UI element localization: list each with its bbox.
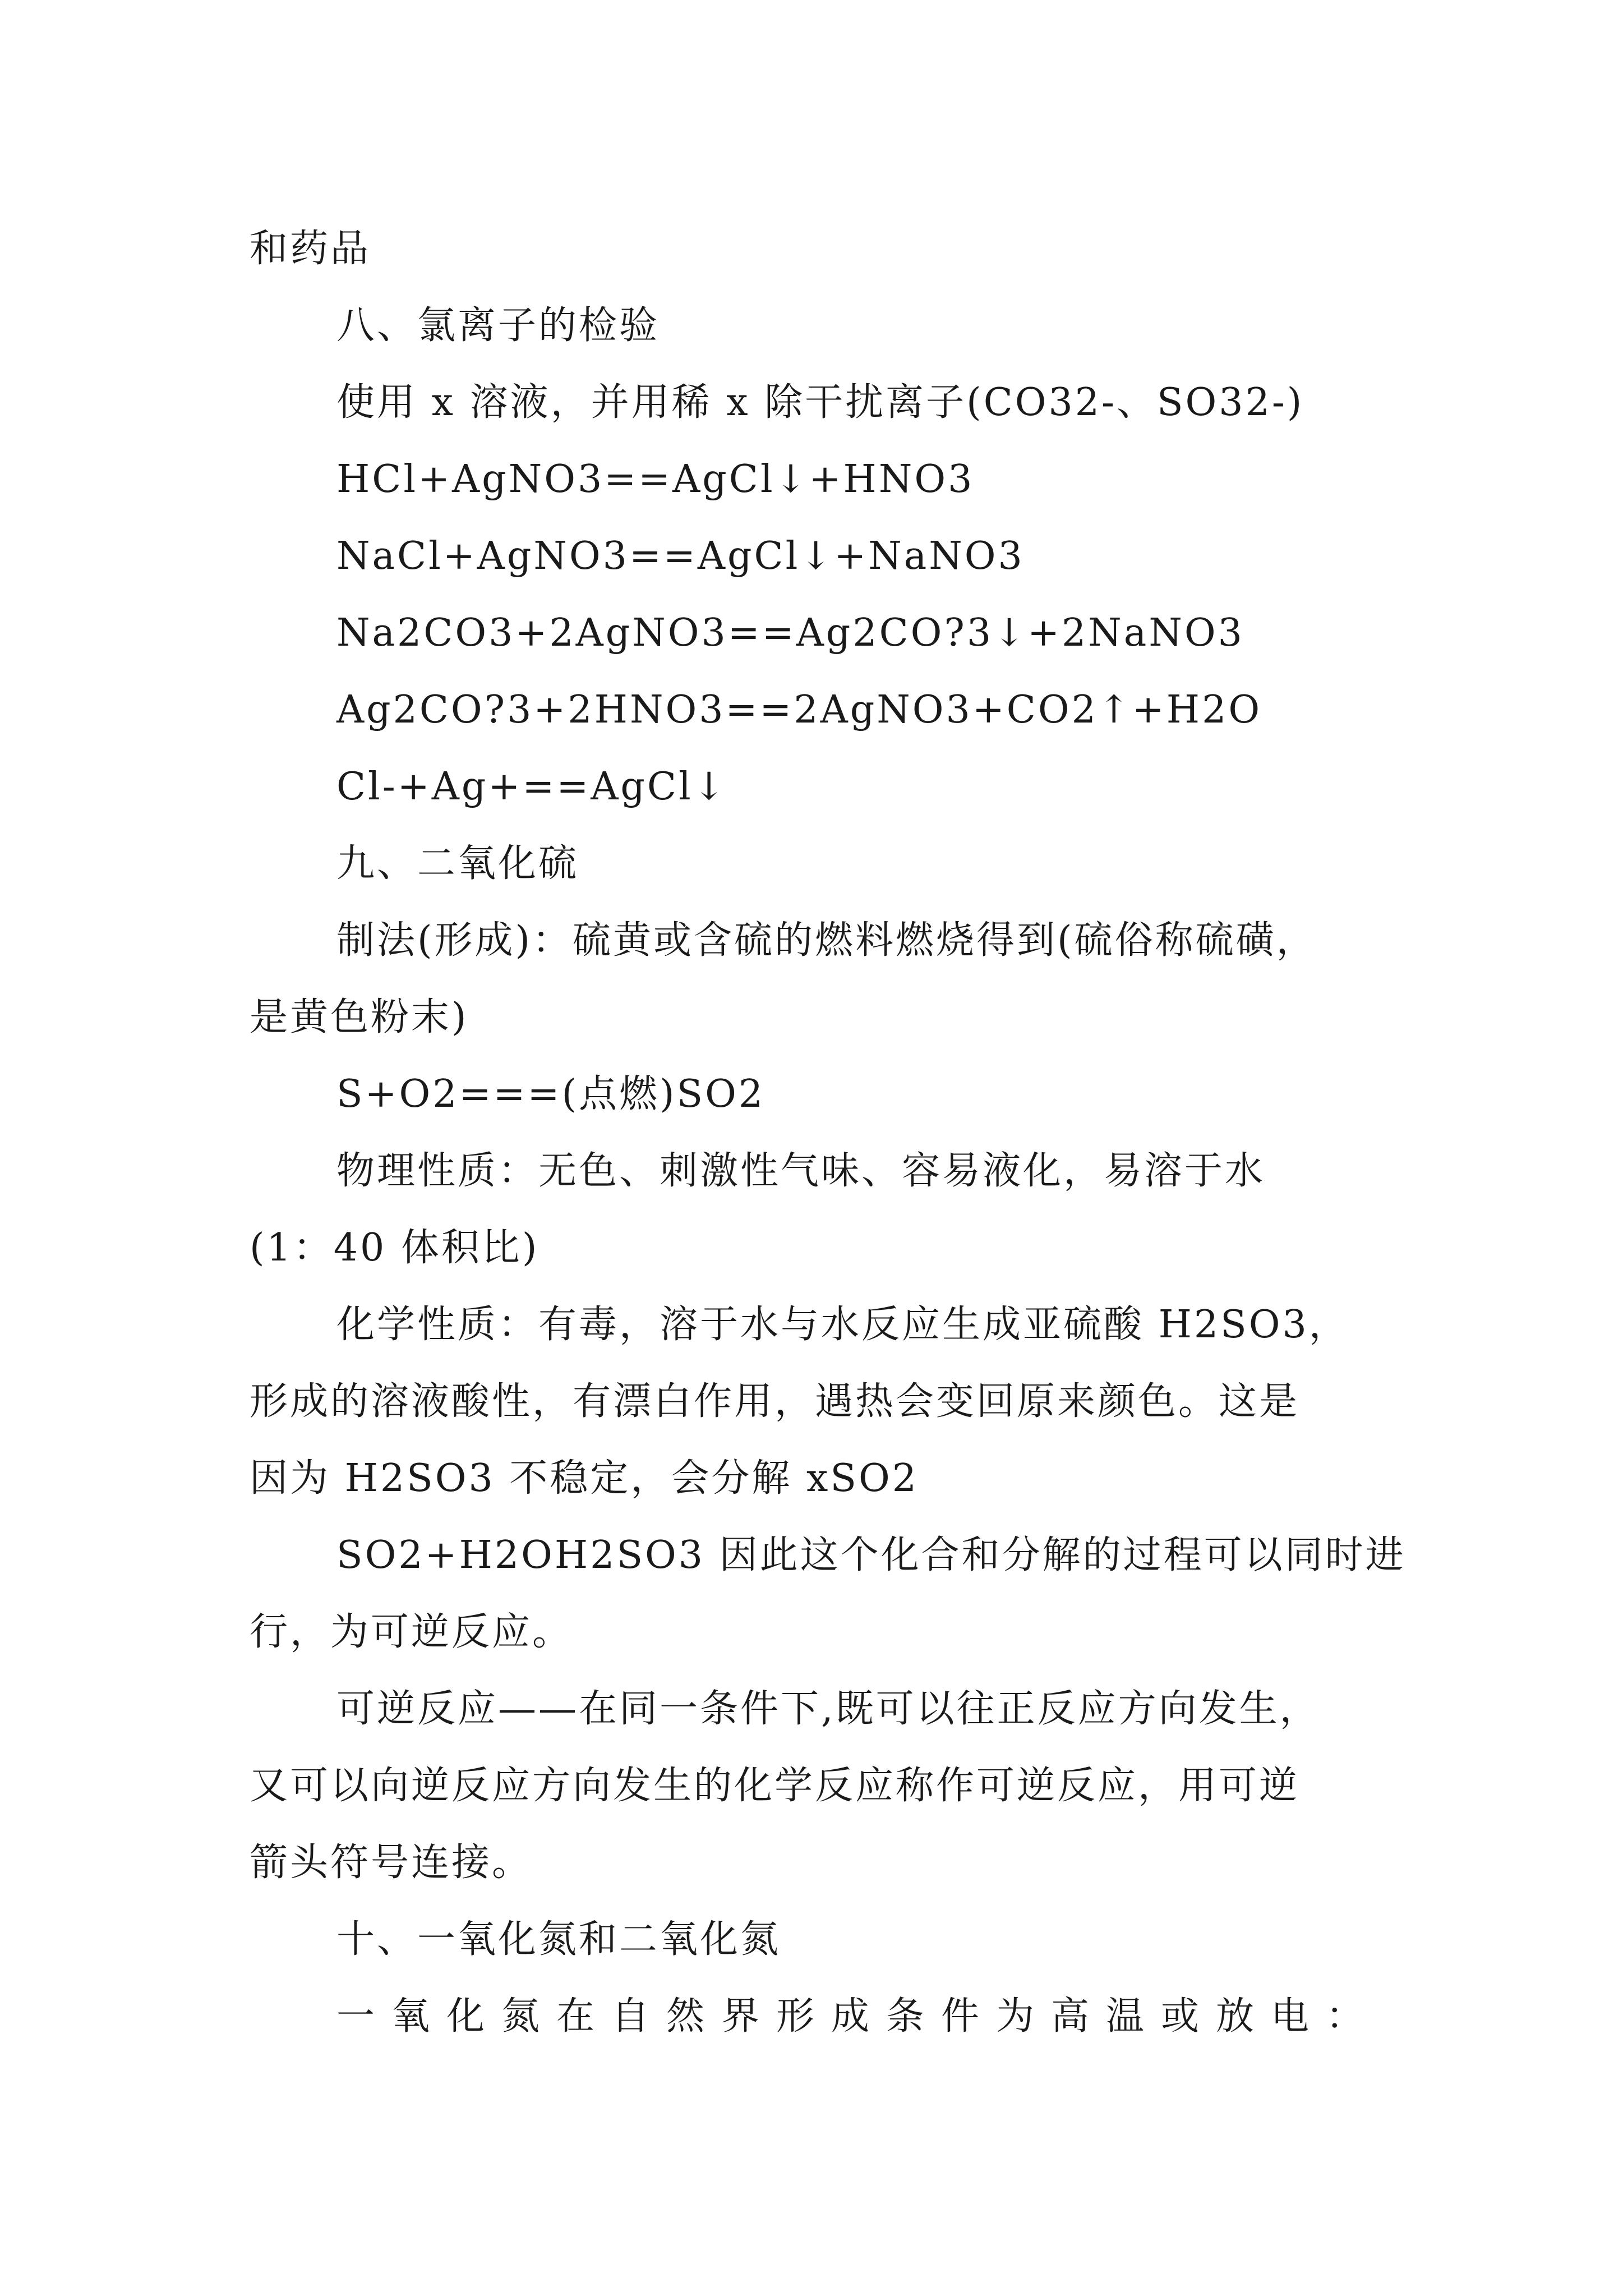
text-line: (1：40 体积比) <box>250 1226 540 1270</box>
text-line: 因为 H2SO3 不稳定，会分解 xSO2 <box>250 1456 919 1501</box>
equation-line: HCl+AgNO3==AgCl↓+HNO3 <box>336 457 975 501</box>
text-line: 使用 x 溶液，并用稀 x 除干扰离子(CO32-、SO32-) <box>336 380 1304 425</box>
text-line: 一氧化氮在自然界形成条件为高温或放电： <box>336 1994 1381 2039</box>
equation-line: Ag2CO?3+2HNO3==2AgNO3+CO2↑+H2O <box>336 688 1262 732</box>
text-line: 是黄色粉末) <box>250 995 469 1039</box>
text-line: 箭头符号连接。 <box>250 1841 533 1885</box>
equation-line: NaCl+AgNO3==AgCl↓+NaNO3 <box>336 534 1025 578</box>
section-heading: 九、二氧化硫 <box>336 841 579 886</box>
equation-line: S+O2===(点燃)SO2 <box>336 1072 766 1116</box>
section-heading: 八、氯离子的检验 <box>336 303 660 348</box>
text-line: 又可以向逆反应方向发生的化学反应称作可逆反应，用可逆 <box>250 1764 1300 1808</box>
text-line: 行，为可逆反应。 <box>250 1610 573 1654</box>
text-line: SO2+H2OH2SO3 因此这个化合和分解的过程可以同时进 <box>336 1533 1406 1577</box>
section-heading: 十、一氧化氮和二氧化氮 <box>336 1917 781 1962</box>
equation-line: Cl-+Ag+==AgCl↓ <box>336 765 727 809</box>
text-line: 和药品 <box>250 227 371 271</box>
text-line: 制法(形成)：硫黄或含硫的燃料燃烧得到(硫俗称硫磺， <box>336 918 1317 963</box>
text-line: 可逆反应——在同一条件下,既可以往正反应方向发生， <box>336 1687 1320 1731</box>
text-line: 化学性质：有毒，溶于水与水反应生成亚硫酸 H2SO3， <box>336 1303 1349 1347</box>
text-line: 物理性质：无色、刺激性气味、容易液化，易溶于水 <box>336 1149 1266 1193</box>
equation-line: Na2CO3+2AgNO3==Ag2CO?3↓+2NaNO3 <box>336 611 1244 655</box>
document-body <box>250 210 1406 2055</box>
text-line: 形成的溶液酸性，有漂白作用，遇热会变回原来颜色。这是 <box>250 1379 1300 1424</box>
